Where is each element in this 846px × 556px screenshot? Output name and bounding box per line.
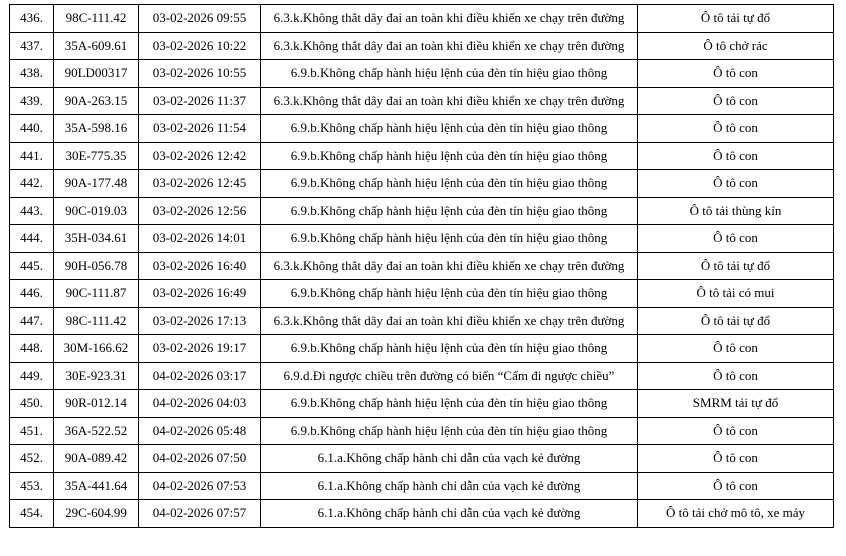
violation-datetime: 03-02-2026 12:42 [139, 142, 261, 170]
table-row [10, 87, 834, 115]
violation-description: 6.9.b.Không chấp hành hiệu lệnh của đèn tín hiệu giao thông [261, 60, 638, 88]
row-index: 449. [10, 362, 54, 390]
row-index: 454. [10, 500, 54, 528]
row-index: 442. [10, 170, 54, 198]
violation-description: 6.1.a.Không chấp hành chỉ dẫn của vạch kẻ đường [261, 445, 638, 473]
violation-datetime: 03-02-2026 09:55 [139, 5, 261, 33]
table-row [10, 472, 834, 500]
license-plate: 90LD00317 [54, 60, 139, 88]
table-row [10, 32, 834, 60]
row-index: 450. [10, 390, 54, 418]
table-row [10, 307, 834, 335]
row-index: 438. [10, 60, 54, 88]
violation-datetime: 03-02-2026 19:17 [139, 335, 261, 363]
vehicle-type: Ô tô con [638, 472, 834, 500]
vehicle-type: SMRM tải tự đổ [638, 390, 834, 418]
vehicle-type: Ô tô con [638, 417, 834, 445]
vehicle-type: Ô tô chở rác [638, 32, 834, 60]
violation-description: 6.3.k.Không thắt dây đai an toàn khi điều khiển xe chạy trên đường [261, 252, 638, 280]
row-index: 446. [10, 280, 54, 308]
row-index: 448. [10, 335, 54, 363]
violation-description: 6.9.b.Không chấp hành hiệu lệnh của đèn tín hiệu giao thông [261, 115, 638, 143]
violation-description: 6.9.b.Không chấp hành hiệu lệnh của đèn tín hiệu giao thông [261, 170, 638, 198]
violation-datetime: 03-02-2026 14:01 [139, 225, 261, 253]
violation-datetime: 04-02-2026 07:50 [139, 445, 261, 473]
table-row [10, 170, 834, 198]
table-row [10, 362, 834, 390]
vehicle-type: Ô tô con [638, 445, 834, 473]
violation-description: 6.9.b.Không chấp hành hiệu lệnh của đèn tín hiệu giao thông [261, 335, 638, 363]
violation-datetime: 03-02-2026 10:22 [139, 32, 261, 60]
license-plate: 30M-166.62 [54, 335, 139, 363]
violation-datetime: 03-02-2026 16:49 [139, 280, 261, 308]
license-plate: 30E-775.35 [54, 142, 139, 170]
license-plate: 90A-089.42 [54, 445, 139, 473]
row-index: 441. [10, 142, 54, 170]
table-row [10, 225, 834, 253]
table-row [10, 60, 834, 88]
violation-description: 6.1.a.Không chấp hành chỉ dẫn của vạch kẻ đường [261, 500, 638, 528]
violation-datetime: 04-02-2026 07:53 [139, 472, 261, 500]
table-row [10, 5, 834, 33]
license-plate: 90A-177.48 [54, 170, 139, 198]
violation-description: 6.9.b.Không chấp hành hiệu lệnh của đèn tín hiệu giao thông [261, 142, 638, 170]
table-row [10, 197, 834, 225]
violation-description: 6.3.k.Không thắt dây đai an toàn khi điều khiển xe chạy trên đường [261, 307, 638, 335]
violation-datetime: 03-02-2026 11:37 [139, 87, 261, 115]
violations-table-body [10, 5, 834, 528]
license-plate: 98C-111.42 [54, 5, 139, 33]
violation-datetime: 03-02-2026 17:13 [139, 307, 261, 335]
violation-description: 6.9.b.Không chấp hành hiệu lệnh của đèn tín hiệu giao thông [261, 280, 638, 308]
violation-description: 6.9.d.Đi ngược chiều trên đường có biển “Cấm đi ngược chiều” [261, 362, 638, 390]
row-index: 444. [10, 225, 54, 253]
vehicle-type: Ô tô con [638, 225, 834, 253]
license-plate: 30E-923.31 [54, 362, 139, 390]
violation-datetime: 03-02-2026 16:40 [139, 252, 261, 280]
vehicle-type: Ô tô tải chở mô tô, xe máy [638, 500, 834, 528]
violation-description: 6.3.k.Không thắt dây đai an toàn khi điều khiển xe chạy trên đường [261, 5, 638, 33]
table-row [10, 417, 834, 445]
table-row [10, 252, 834, 280]
violation-datetime: 04-02-2026 05:48 [139, 417, 261, 445]
vehicle-type: Ô tô tải tự đổ [638, 307, 834, 335]
license-plate: 90H-056.78 [54, 252, 139, 280]
table-row [10, 500, 834, 528]
license-plate: 90R-012.14 [54, 390, 139, 418]
license-plate: 90C-111.87 [54, 280, 139, 308]
license-plate: 35A-609.61 [54, 32, 139, 60]
row-index: 436. [10, 5, 54, 33]
violation-datetime: 03-02-2026 12:56 [139, 197, 261, 225]
violation-datetime: 04-02-2026 03:17 [139, 362, 261, 390]
row-index: 440. [10, 115, 54, 143]
violation-description: 6.9.b.Không chấp hành hiệu lệnh của đèn tín hiệu giao thông [261, 390, 638, 418]
vehicle-type: Ô tô con [638, 115, 834, 143]
table-row [10, 115, 834, 143]
vehicle-type: Ô tô con [638, 170, 834, 198]
vehicle-type: Ô tô con [638, 142, 834, 170]
violation-description: 6.3.k.Không thắt dây đai an toàn khi điều khiển xe chạy trên đường [261, 87, 638, 115]
license-plate: 29C-604.99 [54, 500, 139, 528]
license-plate: 36A-522.52 [54, 417, 139, 445]
row-index: 451. [10, 417, 54, 445]
license-plate: 90C-019.03 [54, 197, 139, 225]
license-plate: 35A-598.16 [54, 115, 139, 143]
table-row [10, 390, 834, 418]
license-plate: 35H-034.61 [54, 225, 139, 253]
license-plate: 90A-263.15 [54, 87, 139, 115]
vehicle-type: Ô tô tải tự đổ [638, 252, 834, 280]
license-plate: 98C-111.42 [54, 307, 139, 335]
row-index: 443. [10, 197, 54, 225]
table-row [10, 280, 834, 308]
vehicle-type: Ô tô con [638, 60, 834, 88]
violation-description: 6.9.b.Không chấp hành hiệu lệnh của đèn tín hiệu giao thông [261, 225, 638, 253]
table-row [10, 335, 834, 363]
table-row [10, 445, 834, 473]
vehicle-type: Ô tô tải tự đổ [638, 5, 834, 33]
violation-description: 6.3.k.Không thắt dây đai an toàn khi điều khiển xe chạy trên đường [261, 32, 638, 60]
row-index: 439. [10, 87, 54, 115]
row-index: 445. [10, 252, 54, 280]
violation-datetime: 03-02-2026 10:55 [139, 60, 261, 88]
vehicle-type: Ô tô con [638, 362, 834, 390]
row-index: 447. [10, 307, 54, 335]
violation-datetime: 03-02-2026 12:45 [139, 170, 261, 198]
violation-datetime: 04-02-2026 07:57 [139, 500, 261, 528]
row-index: 452. [10, 445, 54, 473]
license-plate: 35A-441.64 [54, 472, 139, 500]
vehicle-type: Ô tô con [638, 335, 834, 363]
violations-table [9, 4, 834, 528]
violation-description: 6.1.a.Không chấp hành chỉ dẫn của vạch kẻ đường [261, 472, 638, 500]
violation-datetime: 03-02-2026 11:54 [139, 115, 261, 143]
table-row [10, 142, 834, 170]
row-index: 453. [10, 472, 54, 500]
violation-datetime: 04-02-2026 04:03 [139, 390, 261, 418]
vehicle-type: Ô tô tải thùng kín [638, 197, 834, 225]
row-index: 437. [10, 32, 54, 60]
violation-description: 6.9.b.Không chấp hành hiệu lệnh của đèn tín hiệu giao thông [261, 417, 638, 445]
vehicle-type: Ô tô con [638, 87, 834, 115]
violation-description: 6.9.b.Không chấp hành hiệu lệnh của đèn tín hiệu giao thông [261, 197, 638, 225]
vehicle-type: Ô tô tải có mui [638, 280, 834, 308]
